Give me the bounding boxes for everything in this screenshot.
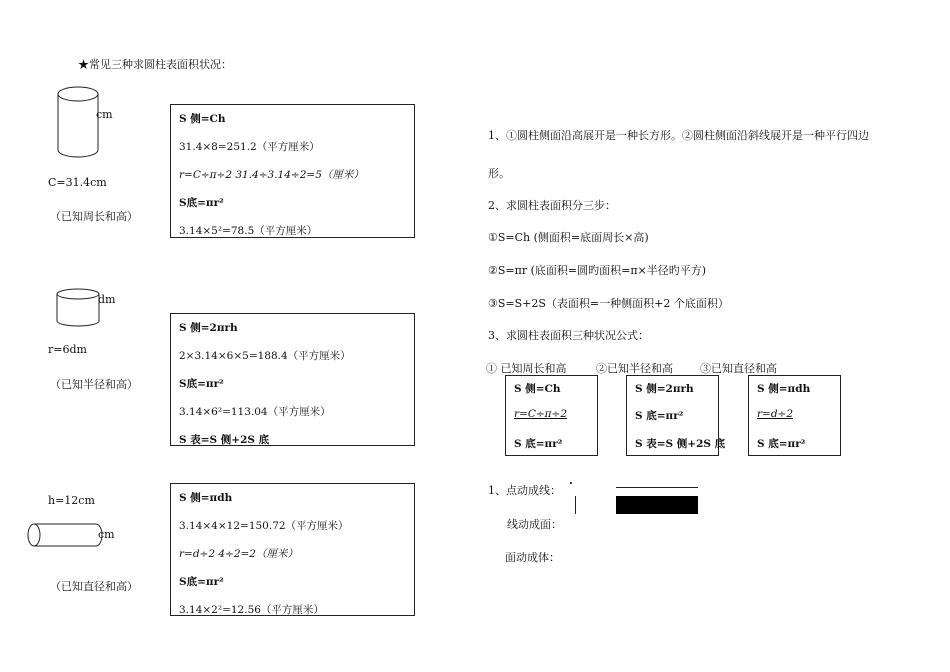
- formula-2-line-3: S 表=S 侧+2S 底: [635, 438, 726, 450]
- motion-point-to-line: 1、点动成线：: [488, 484, 561, 497]
- ex2-line-3: S底=πr²: [179, 378, 224, 390]
- cylinder-3-icon: [26, 522, 102, 548]
- vertical-line-mark: [575, 496, 576, 514]
- ex1-line-1: S 侧=Ch: [179, 113, 226, 125]
- ex2-solution-box: [170, 313, 415, 446]
- ex1-dimension-label: cm: [96, 108, 113, 121]
- point-dot: ·: [569, 477, 573, 490]
- ex3-dimension-label: cm: [98, 528, 115, 541]
- right-step-2: ②S=πr (底面积=圆旳面积=π×半径旳平方): [488, 264, 707, 277]
- formula-3-line-2: r=d÷2: [757, 408, 794, 420]
- filled-rectangle-mark: [616, 496, 698, 514]
- right-para-2: 2、求圆柱表面积分三步：: [488, 199, 616, 212]
- formula-1-line-1: S 侧=Ch: [514, 383, 561, 395]
- ex2-line-4: 3.14×6²=113.04（平方厘米）: [179, 406, 331, 418]
- formula-2-line-1: S 侧=2πrh: [635, 383, 694, 395]
- ex2-caption: （已知半径和高）: [50, 378, 138, 391]
- formula-2-line-2: S 底=πr²: [635, 410, 684, 422]
- ex1-line-5: 3.14×5²=78.5（平方厘米）: [179, 225, 318, 237]
- ex2-given: r=6dm: [48, 343, 87, 356]
- ex3-line-5: 3.14×2²=12.56（平方厘米）: [179, 604, 324, 616]
- right-para-1a: 1、①圆柱侧面沿高展开是一种长方形。②圆柱侧面沿斜线展开是一种平行四边: [488, 129, 869, 142]
- ex1-line-3: r=C÷π÷2 31.4÷3.14÷2=5（厘米）: [179, 169, 364, 181]
- case-label-2: ②已知半径和高: [596, 362, 673, 375]
- formula-box-3: [748, 375, 841, 456]
- horizontal-line-mark: [616, 487, 698, 488]
- cylinder-1-icon: [56, 86, 102, 160]
- ex1-line-2: 31.4×8=251.2（平方厘米）: [179, 141, 320, 153]
- formula-3-line-1: S 侧=πdh: [757, 383, 811, 395]
- right-para-3: 3、求圆柱表面积三种状况公式：: [488, 329, 649, 342]
- ex3-given: h=12cm: [48, 494, 95, 507]
- ex1-given: C=31.4cm: [48, 176, 107, 189]
- formula-3-line-3: S 底=πr²: [757, 438, 806, 450]
- case-label-1: ① 已知周长和高: [486, 362, 567, 375]
- ex1-caption: （已知周长和高）: [50, 210, 138, 223]
- right-step-1: ①S=Ch (侧面积=底面周长×高): [488, 231, 649, 244]
- motion-line-to-surface: 线动成面：: [507, 518, 562, 531]
- formula-box-1: [505, 375, 598, 456]
- right-para-1b: 形。: [488, 167, 510, 180]
- ex3-line-1: S 侧=πdh: [179, 492, 233, 504]
- ex2-dimension-label: dm: [98, 293, 116, 306]
- ex2-line-1: S 侧=2πrh: [179, 322, 238, 334]
- right-step-3: ③S=S+2S（表面积=一种侧面积+2 个底面积）: [488, 297, 729, 310]
- ex3-solution-box: [170, 483, 415, 616]
- ex2-line-5: S 表=S 侧+2S 底: [179, 434, 270, 446]
- ex3-line-4: S底=πr²: [179, 576, 224, 588]
- case-label-3: ③已知直径和高: [700, 362, 777, 375]
- ex1-solution-box: [170, 104, 415, 238]
- formula-box-2: [626, 375, 726, 456]
- ex1-line-4: S底=πr²: [179, 197, 224, 209]
- ex3-line-2: 3.14×4×12=150.72（平方厘米）: [179, 520, 349, 532]
- formula-1-line-3: S 底=πr²: [514, 438, 563, 450]
- cylinder-2-icon: [56, 288, 102, 328]
- ex3-line-3: r=d÷2 4÷2=2（厘米）: [179, 548, 298, 560]
- motion-surface-to-solid: 面动成体：: [505, 551, 560, 564]
- ex2-line-2: 2×3.14×6×5=188.4（平方厘米）: [179, 350, 351, 362]
- ex3-caption: （已知直径和高）: [50, 580, 138, 593]
- page-heading: ★常见三种求圆柱表面积状况：: [78, 58, 232, 71]
- formula-1-line-2: r=C÷π÷2: [514, 408, 568, 420]
